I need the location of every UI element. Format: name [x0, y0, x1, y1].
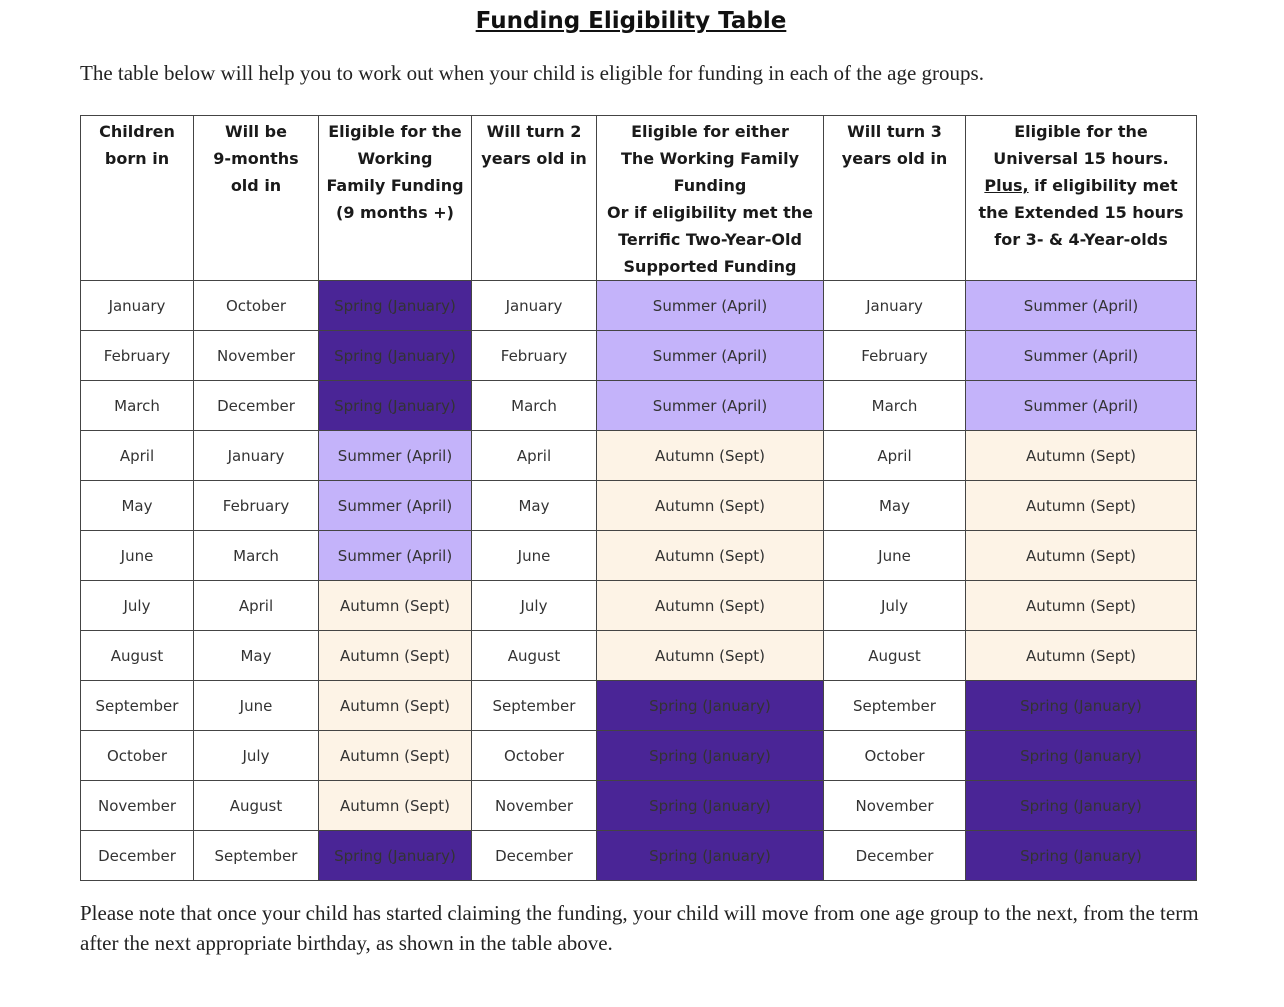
cell-nine-months-old-in: August	[194, 781, 319, 831]
cell-born-in: September	[81, 681, 194, 731]
cell-turn-2: December	[472, 831, 597, 881]
cell-turn-2: May	[472, 481, 597, 531]
cell-turn-3: May	[824, 481, 966, 531]
header-line	[968, 172, 1194, 199]
header-line: Children	[99, 122, 175, 141]
cell-either-funding: Summer (April)	[597, 331, 824, 381]
cell-turn-3: July	[824, 581, 966, 631]
cell-turn-3: April	[824, 431, 966, 481]
table-row	[81, 731, 1197, 781]
cell-either-funding: Spring (January)	[597, 781, 824, 831]
cell-nine-months-old-in: July	[194, 731, 319, 781]
cell-born-in: October	[81, 731, 194, 781]
header-line: born in	[104, 149, 170, 168]
header-universal-funding	[966, 116, 1197, 281]
cell-universal-funding: Spring (January)	[966, 731, 1197, 781]
cell-working-family-funding: Spring (January)	[319, 281, 472, 331]
cell-universal-funding: Summer (April)	[966, 331, 1197, 381]
cell-working-family-funding: Autumn (Sept)	[319, 681, 472, 731]
cell-either-funding: Autumn (Sept)	[597, 531, 824, 581]
cell-nine-months-old-in: November	[194, 331, 319, 381]
cell-turn-2: June	[472, 531, 597, 581]
header-line: Working	[357, 149, 433, 168]
funding-eligibility-table	[80, 115, 1197, 881]
cell-working-family-funding: Autumn (Sept)	[319, 781, 472, 831]
cell-either-funding: Spring (January)	[597, 681, 824, 731]
cell-turn-2: August	[472, 631, 597, 681]
header-line: Eligible for the	[328, 122, 462, 141]
cell-turn-3: June	[824, 531, 966, 581]
cell-turn-3: November	[824, 781, 966, 831]
cell-working-family-funding: Autumn (Sept)	[319, 581, 472, 631]
header-line: The Working Family	[620, 149, 800, 168]
cell-turn-3: August	[824, 631, 966, 681]
cell-nine-months-old-in: April	[194, 581, 319, 631]
header-line: Terrific Two-Year-Old	[618, 230, 802, 249]
header-line: Will turn 2	[486, 122, 582, 141]
cell-turn-2: November	[472, 781, 597, 831]
cell-born-in: January	[81, 281, 194, 331]
header-line: years old in	[841, 149, 948, 168]
cell-turn-3: September	[824, 681, 966, 731]
cell-nine-months-old-in: January	[194, 431, 319, 481]
table-row	[81, 431, 1197, 481]
header-line-rest: if eligibility met	[1028, 176, 1178, 195]
cell-turn-2: September	[472, 681, 597, 731]
table-body	[81, 281, 1197, 881]
cell-born-in: February	[81, 331, 194, 381]
cell-universal-funding: Autumn (Sept)	[966, 631, 1197, 681]
cell-turn-3: February	[824, 331, 966, 381]
table-row	[81, 631, 1197, 681]
cell-universal-funding: Spring (January)	[966, 681, 1197, 731]
cell-born-in: May	[81, 481, 194, 531]
header-line: the Extended 15 hours	[978, 203, 1184, 222]
cell-working-family-funding: Summer (April)	[319, 531, 472, 581]
header-turn-3	[824, 116, 966, 281]
cell-born-in: August	[81, 631, 194, 681]
note-text: Please note that once your child has started claiming the funding, your child will move from one age group to the next, from the term after the next appropriate birthday, as shown in the table above.	[80, 901, 1199, 955]
cell-nine-months-old-in: December	[194, 381, 319, 431]
cell-turn-2: January	[472, 281, 597, 331]
header-children-born-in	[81, 116, 194, 281]
header-turn-2	[472, 116, 597, 281]
table-row	[81, 581, 1197, 631]
cell-universal-funding: Autumn (Sept)	[966, 481, 1197, 531]
cell-working-family-funding: Spring (January)	[319, 331, 472, 381]
table-row	[81, 531, 1197, 581]
table-row	[81, 681, 1197, 731]
cell-turn-3: January	[824, 281, 966, 331]
cell-nine-months-old-in: June	[194, 681, 319, 731]
header-either-funding	[597, 116, 824, 281]
cell-turn-2: February	[472, 331, 597, 381]
header-line: Or if eligibility met the	[606, 203, 814, 222]
cell-either-funding: Spring (January)	[597, 731, 824, 781]
cell-turn-3: October	[824, 731, 966, 781]
cell-universal-funding: Autumn (Sept)	[966, 531, 1197, 581]
cell-turn-2: October	[472, 731, 597, 781]
cell-either-funding: Summer (April)	[597, 381, 824, 431]
cell-either-funding: Spring (January)	[597, 831, 824, 881]
cell-born-in: November	[81, 781, 194, 831]
cell-nine-months-old-in: May	[194, 631, 319, 681]
intro-text: The table below will help you to work out when your child is eligible for funding in each of the age groups.	[80, 61, 984, 85]
cell-universal-funding: Spring (January)	[966, 781, 1197, 831]
header-working-family-funding	[319, 116, 472, 281]
cell-either-funding: Autumn (Sept)	[597, 481, 824, 531]
cell-born-in: December	[81, 831, 194, 881]
header-line: Eligible for either	[631, 122, 789, 141]
header-line: Supported Funding	[623, 257, 797, 276]
table-row	[81, 381, 1197, 431]
table-row	[81, 331, 1197, 381]
header-line: (9 months +)	[336, 203, 454, 222]
table-header-row	[81, 116, 1197, 281]
cell-born-in: June	[81, 531, 194, 581]
table-row	[81, 831, 1197, 881]
cell-working-family-funding: Summer (April)	[319, 481, 472, 531]
cell-either-funding: Summer (April)	[597, 281, 824, 331]
cell-either-funding: Autumn (Sept)	[597, 581, 824, 631]
cell-turn-3: March	[824, 381, 966, 431]
cell-turn-2: July	[472, 581, 597, 631]
header-line: old in	[230, 176, 282, 195]
header-line: Funding	[673, 176, 747, 195]
header-line: Will turn 3	[847, 122, 942, 141]
cell-universal-funding: Summer (April)	[966, 281, 1197, 331]
cell-nine-months-old-in: September	[194, 831, 319, 881]
cell-working-family-funding: Spring (January)	[319, 381, 472, 431]
cell-turn-2: March	[472, 381, 597, 431]
cell-universal-funding: Autumn (Sept)	[966, 431, 1197, 481]
table-row	[81, 281, 1197, 331]
header-line: Universal 15 hours.	[993, 149, 1169, 168]
cell-born-in: July	[81, 581, 194, 631]
page-title: Funding Eligibility Table	[475, 8, 787, 34]
cell-born-in: March	[81, 381, 194, 431]
header-line: Family Funding	[326, 176, 464, 195]
header-line: Will be	[225, 122, 287, 141]
cell-either-funding: Autumn (Sept)	[597, 631, 824, 681]
cell-nine-months-old-in: March	[194, 531, 319, 581]
table-row	[81, 481, 1197, 531]
cell-turn-3: December	[824, 831, 966, 881]
cell-either-funding: Autumn (Sept)	[597, 431, 824, 481]
cell-turn-2: April	[472, 431, 597, 481]
header-line: 9-months	[213, 149, 299, 168]
cell-universal-funding: Spring (January)	[966, 831, 1197, 881]
cell-working-family-funding: Autumn (Sept)	[319, 731, 472, 781]
cell-nine-months-old-in: February	[194, 481, 319, 531]
cell-nine-months-old-in: October	[194, 281, 319, 331]
header-line: Eligible for the	[1014, 122, 1148, 141]
table-row	[81, 781, 1197, 831]
header-line: for 3- & 4-Year-olds	[994, 230, 1168, 249]
cell-universal-funding: Summer (April)	[966, 381, 1197, 431]
header-underlined-word: Plus,	[984, 176, 1029, 195]
cell-born-in: April	[81, 431, 194, 481]
header-line: years old in	[481, 149, 587, 168]
cell-working-family-funding: Spring (January)	[319, 831, 472, 881]
cell-working-family-funding: Summer (April)	[319, 431, 472, 481]
header-nine-months-old-in	[194, 116, 319, 281]
cell-universal-funding: Autumn (Sept)	[966, 581, 1197, 631]
cell-working-family-funding: Autumn (Sept)	[319, 631, 472, 681]
